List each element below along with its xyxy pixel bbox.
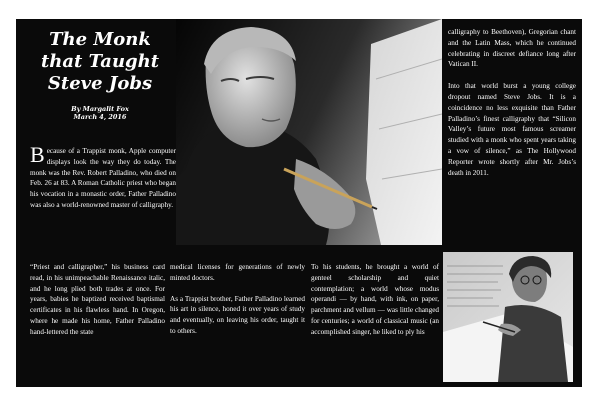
byline: By Margalit Fox bbox=[71, 105, 129, 113]
right-para-2: Into that world burst a young college dropout named Steve Jobs. It is a coincidence no less exquisite than Father Palladino’s finest calligraphy that “Silicon Valley’s future most famous screamer studied with a monk who spent years taking a vow of silence,” as The Hollywood Reporter wrote shortly after Mr. Jobs’s death in 2011. bbox=[448, 82, 576, 177]
article-page bbox=[16, 19, 582, 387]
column-1: “Priest and calligrapher,” his business card read, in his unimpeachable Renaissance italic, and he long plied both trades at once. For years, babies he baptized received baptismal certificates in his flawless hand. In Oregon, where he made his home, Father Palladino hand-lettered the state bbox=[30, 263, 165, 336]
intro-paragraph bbox=[30, 142, 176, 211]
main-photo bbox=[176, 19, 442, 245]
title-line-3: Steve Jobs bbox=[47, 73, 153, 94]
column-2-para-2: As a Trappist brother, Father Palladino learned his art in silence, honed it over years of study and eventually, on leaving his order, taught it to others. bbox=[170, 294, 305, 335]
drop-cap: B bbox=[30, 142, 45, 167]
young-calligrapher-photo bbox=[443, 252, 573, 382]
column-3: To his students, he brought a world of genteel scholarship and quiet contemplation; a world whose modus operandi — by hand, with ink, on paper, parchment and vellum — was little changed for centuries; a world of classical music (an accomplished singer, he liked to ply his bbox=[311, 263, 439, 336]
title-line-2: that Taught bbox=[40, 51, 160, 72]
title-line-1: The Monk bbox=[49, 29, 151, 50]
intro-text: ecause of a Trappist monk, Apple computer displays look the way they do today. The monk was the Rev. Robert Palladino, who died on Feb. 26 at 83. A Roman Catholic priest who began his vocation in a monastic order, Father Palladino was also a world-renowned master of calligraphy. bbox=[30, 147, 176, 209]
dateline: March 4, 2016 bbox=[73, 113, 127, 121]
column-2 bbox=[170, 262, 305, 337]
monk-writing-photo bbox=[176, 19, 442, 245]
right-column bbox=[448, 27, 576, 178]
column-2-para-1: medical licenses for generations of newly minted doctors. bbox=[170, 263, 305, 282]
right-para-1: calligraphy to Beethoven), Gregorian chant and the Latin Mass, which he continued celebrating in discreet defiance long after Vatican II. bbox=[448, 28, 576, 69]
secondary-photo bbox=[443, 252, 573, 382]
article-title bbox=[40, 29, 160, 95]
